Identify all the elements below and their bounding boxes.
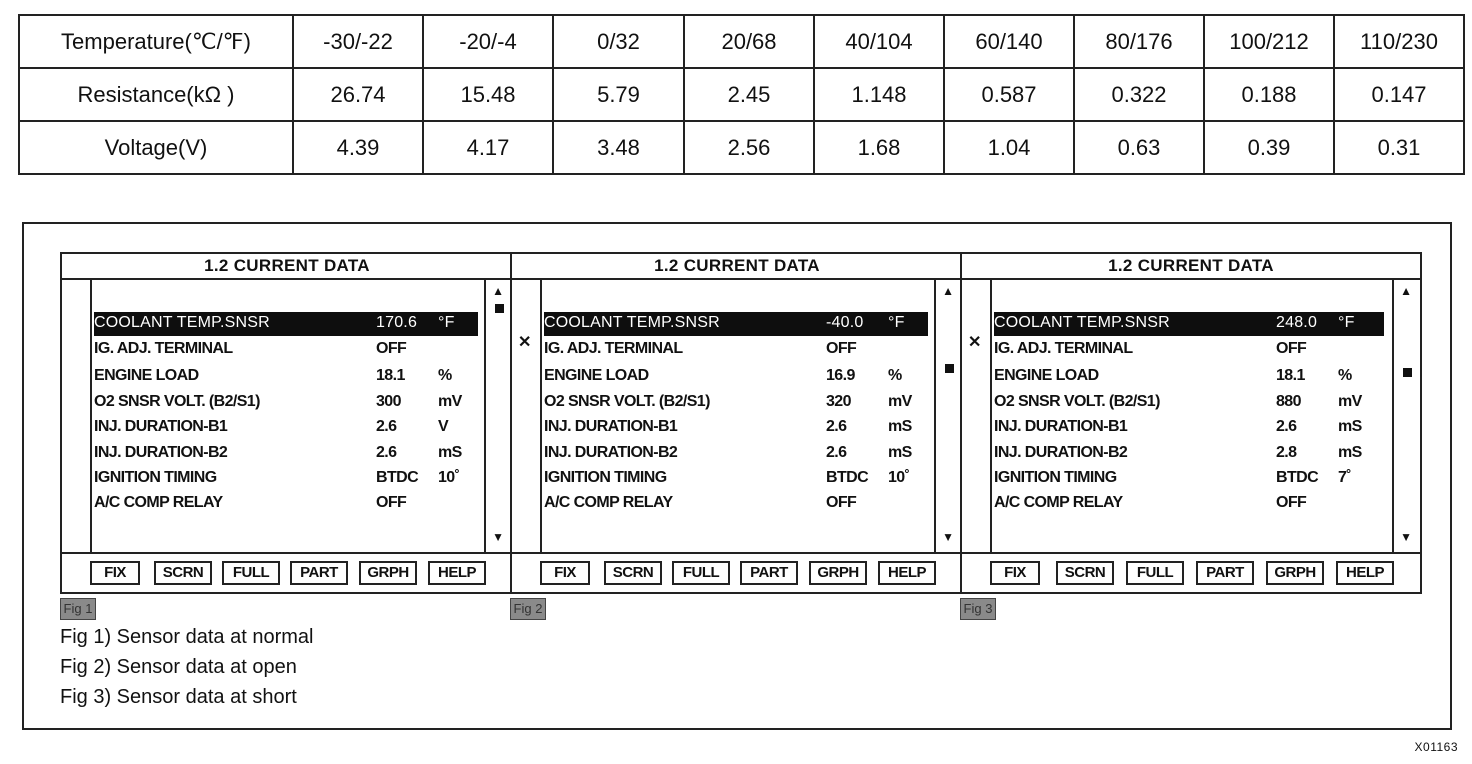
row-label: INJ. DURATION-B2 (544, 444, 678, 461)
temperature-row (19, 15, 1464, 68)
row-value: 300 (376, 393, 401, 410)
softkey-bar (962, 552, 1420, 592)
scroll-thumb-icon[interactable] (945, 364, 954, 373)
row-unit: 7˚ (1338, 469, 1352, 486)
row-unit: V (438, 418, 449, 435)
row-value: 2.6 (826, 444, 847, 461)
table-cell: 0.147 (1334, 68, 1464, 121)
row-header: Resistance(kΩ ) (19, 68, 293, 121)
row-unit: 10˚ (888, 469, 910, 486)
row-value: OFF (1276, 340, 1307, 357)
full-button[interactable]: FULL (672, 561, 730, 585)
row-value: 18.1 (1276, 367, 1305, 384)
scroll-up-icon[interactable]: ▲ (1400, 284, 1412, 298)
row-label: INJ. DURATION-B2 (94, 444, 228, 461)
row-unit: mV (1338, 393, 1362, 410)
row-label: INJ. DURATION-B1 (94, 418, 228, 435)
table-cell: -30/-22 (293, 15, 423, 68)
fix-button[interactable]: FIX (540, 561, 590, 585)
screen-title: 1.2 CURRENT DATA (512, 254, 962, 280)
data-row-selected[interactable] (94, 312, 478, 336)
part-button[interactable]: PART (290, 561, 348, 585)
row-label: IG. ADJ. TERMINAL (544, 340, 683, 357)
row-label: IG. ADJ. TERMINAL (994, 340, 1133, 357)
softkey-bar (62, 552, 512, 592)
row-value: 2.8 (1276, 444, 1297, 461)
grph-button[interactable]: GRPH (1266, 561, 1324, 585)
part-button[interactable]: PART (740, 561, 798, 585)
fix-button[interactable]: FIX (90, 561, 140, 585)
row-label: INJ. DURATION-B2 (994, 444, 1128, 461)
scroll-down-icon[interactable]: ▼ (492, 530, 504, 544)
document-code: X01163 (1414, 740, 1458, 754)
row-unit: % (438, 367, 452, 384)
table-cell: 1.68 (814, 121, 944, 174)
table-cell: 80/176 (1074, 15, 1204, 68)
row-unit: °F (1338, 314, 1355, 331)
row-label: A/C COMP RELAY (94, 494, 223, 511)
row-unit: 10˚ (438, 469, 460, 486)
full-button[interactable]: FULL (1126, 561, 1184, 585)
table-cell: 5.79 (553, 68, 684, 121)
help-button[interactable]: HELP (428, 561, 486, 585)
table-cell: 110/230 (1334, 15, 1464, 68)
scrn-button[interactable]: SCRN (604, 561, 662, 585)
table-cell: 4.17 (423, 121, 553, 174)
table-cell: 100/212 (1204, 15, 1334, 68)
row-unit: mS (888, 444, 912, 461)
figure-tag: Fig 2 (510, 598, 546, 620)
table-cell: 0.188 (1204, 68, 1334, 121)
row-value: OFF (376, 340, 407, 357)
table-cell: 0/32 (553, 15, 684, 68)
row-label: A/C COMP RELAY (994, 494, 1123, 511)
row-label: O2 SNSR VOLT. (B2/S1) (544, 393, 710, 410)
scan-screen-fig3 (960, 252, 1422, 594)
row-label: INJ. DURATION-B1 (544, 418, 678, 435)
row-value: OFF (826, 494, 857, 511)
row-label: O2 SNSR VOLT. (B2/S1) (94, 393, 260, 410)
fault-marker: ✕ (968, 334, 982, 351)
figure-frame (22, 222, 1452, 730)
caption-fig1: Fig 1) Sensor data at normal (60, 626, 314, 648)
row-unit: mV (888, 393, 912, 410)
full-button[interactable]: FULL (222, 561, 280, 585)
grph-button[interactable]: GRPH (359, 561, 417, 585)
row-label: IG. ADJ. TERMINAL (94, 340, 233, 357)
table-cell: 2.45 (684, 68, 814, 121)
row-value: 2.6 (376, 444, 397, 461)
scroll-up-icon[interactable]: ▲ (942, 284, 954, 298)
table-cell: 1.04 (944, 121, 1074, 174)
row-label: IGNITION TIMING (994, 469, 1117, 486)
row-label: IGNITION TIMING (94, 469, 217, 486)
row-label: ENGINE LOAD (994, 367, 1099, 384)
row-header: Temperature(℃/℉) (19, 15, 293, 68)
row-unit: mS (888, 418, 912, 435)
part-button[interactable]: PART (1196, 561, 1254, 585)
row-label: A/C COMP RELAY (544, 494, 673, 511)
softkey-bar (512, 552, 962, 592)
table-cell: 0.63 (1074, 121, 1204, 174)
divider (934, 280, 936, 552)
table-cell: 0.587 (944, 68, 1074, 121)
row-value: OFF (376, 494, 407, 511)
table-cell: 4.39 (293, 121, 423, 174)
row-unit: mS (1338, 444, 1362, 461)
row-value: 248.0 (1276, 314, 1318, 331)
row-value: 320 (826, 393, 851, 410)
row-unit: % (888, 367, 902, 384)
row-value: BTDC (1276, 469, 1319, 486)
scroll-down-icon[interactable]: ▼ (1400, 530, 1412, 544)
data-row-selected[interactable] (544, 312, 928, 336)
fix-button[interactable]: FIX (990, 561, 1040, 585)
divider (90, 280, 92, 552)
row-value: 16.9 (826, 367, 855, 384)
row-value: 170.6 (376, 314, 418, 331)
row-value: 880 (1276, 393, 1301, 410)
scrn-button[interactable]: SCRN (1056, 561, 1114, 585)
scrn-button[interactable]: SCRN (154, 561, 212, 585)
row-label: COOLANT TEMP.SNSR (994, 314, 1170, 331)
row-unit: % (1338, 367, 1352, 384)
table-cell: 0.31 (1334, 121, 1464, 174)
table-cell: 2.56 (684, 121, 814, 174)
help-button[interactable]: HELP (878, 561, 936, 585)
figure-tag: Fig 3 (960, 598, 996, 620)
temperature-resistance-table (18, 14, 1465, 175)
scroll-thumb-icon[interactable] (495, 304, 504, 313)
divider (540, 280, 542, 552)
divider (484, 280, 486, 552)
scan-screen-fig2 (510, 252, 964, 594)
row-label: IGNITION TIMING (544, 469, 667, 486)
row-label: ENGINE LOAD (94, 367, 199, 384)
table-cell: -20/-4 (423, 15, 553, 68)
row-value: OFF (1276, 494, 1307, 511)
table-cell: 15.48 (423, 68, 553, 121)
data-row-selected[interactable] (994, 312, 1384, 336)
table-cell: 26.74 (293, 68, 423, 121)
grph-button[interactable]: GRPH (809, 561, 867, 585)
table-cell: 0.39 (1204, 121, 1334, 174)
table-cell: 3.48 (553, 121, 684, 174)
row-value: 2.6 (1276, 418, 1297, 435)
row-unit: °F (888, 314, 905, 331)
voltage-row (19, 121, 1464, 174)
resistance-row (19, 68, 1464, 121)
help-button[interactable]: HELP (1336, 561, 1394, 585)
row-value: 18.1 (376, 367, 405, 384)
fault-marker: ✕ (518, 334, 532, 351)
row-unit: mS (1338, 418, 1362, 435)
row-label: O2 SNSR VOLT. (B2/S1) (994, 393, 1160, 410)
row-value: -40.0 (826, 314, 864, 331)
divider (990, 280, 992, 552)
scroll-thumb-icon[interactable] (1403, 368, 1412, 377)
row-unit: mV (438, 393, 462, 410)
scroll-up-icon[interactable]: ▲ (492, 284, 504, 298)
table-cell: 40/104 (814, 15, 944, 68)
caption-fig2: Fig 2) Sensor data at open (60, 656, 297, 678)
row-label: COOLANT TEMP.SNSR (94, 314, 270, 331)
row-label: COOLANT TEMP.SNSR (544, 314, 720, 331)
screen-title: 1.2 CURRENT DATA (62, 254, 512, 280)
table-cell: 60/140 (944, 15, 1074, 68)
figure-tag: Fig 1 (60, 598, 96, 620)
row-unit: mS (438, 444, 462, 461)
row-value: 2.6 (826, 418, 847, 435)
table-cell: 20/68 (684, 15, 814, 68)
scroll-down-icon[interactable]: ▼ (942, 530, 954, 544)
table-cell: 1.148 (814, 68, 944, 121)
row-header: Voltage(V) (19, 121, 293, 174)
screen-title: 1.2 CURRENT DATA (962, 254, 1420, 280)
table-cell: 0.322 (1074, 68, 1204, 121)
row-label: ENGINE LOAD (544, 367, 649, 384)
row-value: BTDC (826, 469, 869, 486)
row-value: 2.6 (376, 418, 397, 435)
row-unit: °F (438, 314, 455, 331)
caption-fig3: Fig 3) Sensor data at short (60, 686, 297, 708)
row-label: INJ. DURATION-B1 (994, 418, 1128, 435)
row-value: OFF (826, 340, 857, 357)
scan-screen-fig1 (60, 252, 514, 594)
divider (1392, 280, 1394, 552)
row-value: BTDC (376, 469, 419, 486)
